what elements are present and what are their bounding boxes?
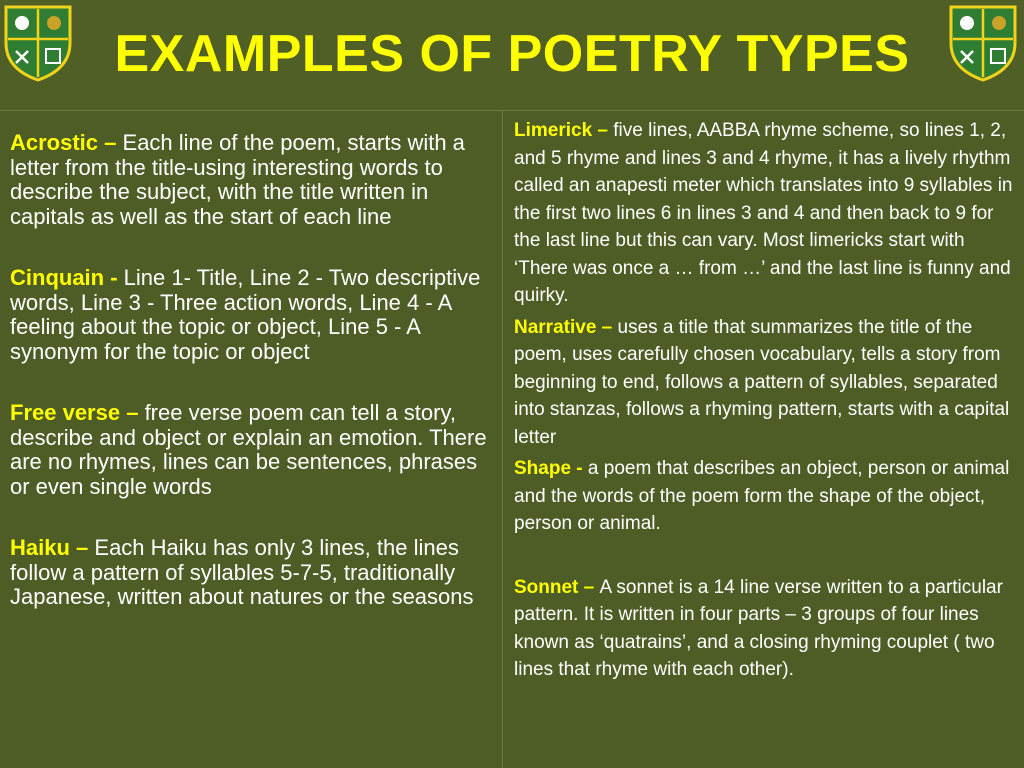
poetry-entry-free-verse bbox=[10, 401, 496, 499]
entry-text: Each line of the poem, starts with a letter from the title-using interesting words to describe the subject, with the title written in capitals as well as the start of each line bbox=[10, 130, 465, 229]
page-title: EXAMPLES OF POETRY TYPES bbox=[114, 25, 910, 83]
entry-text: Each Haiku has only 3 lines, the lines follow a pattern of syllables 5-7-5, traditionally Japanese, written about natures or the seasons bbox=[10, 535, 474, 609]
poetry-entry-acrostic bbox=[10, 131, 496, 229]
poetry-entry-shape bbox=[514, 455, 1018, 538]
column-divider bbox=[502, 111, 503, 768]
header-divider bbox=[0, 110, 1024, 111]
poetry-entry-haiku bbox=[10, 536, 496, 610]
entry-separator: - bbox=[104, 265, 124, 290]
entry-term: Limerick bbox=[514, 120, 593, 141]
right-column bbox=[514, 117, 1018, 688]
entry-term: Acrostic bbox=[10, 130, 99, 155]
left-column bbox=[10, 131, 496, 647]
entry-text: five lines, AABBA rhyme scheme, so lines 1, 2, and 5 rhyme and lines 3 and 4 rhyme, it has a lively rhythm called an anapesti meter which translates into 9 syllables in the first two lines 6 in lines 3 and 4 and then back to 9 for the last line but this can vary. Most limericks start with ‘There was once a … from …’ and the last line is funny and quirky. bbox=[514, 120, 1013, 306]
poetry-entry-limerick bbox=[514, 117, 1018, 310]
entry-separator: – bbox=[592, 120, 614, 141]
poetry-entry-narrative bbox=[514, 314, 1018, 452]
poetry-entry-sonnet bbox=[514, 574, 1018, 684]
entry-term: Narrative bbox=[514, 316, 597, 338]
entry-separator: – bbox=[120, 400, 145, 425]
entry-text: free verse poem can tell a story, describe and object or explain an emotion. There are no rhymes, lines can be sentences, phrases or even single words bbox=[10, 400, 487, 499]
entry-term: Sonnet bbox=[514, 576, 579, 598]
entry-term: Free verse bbox=[10, 400, 121, 425]
poetry-entry-cinquain bbox=[10, 266, 496, 364]
entry-text: Line 1- Title, Line 2 - Two descriptive words, Line 3 - Three action words, Line 4 - A feeling about the topic or object, Line 5 - A synonym for the topic or object bbox=[10, 265, 481, 364]
entry-term: Haiku bbox=[10, 535, 70, 560]
entry-separator: – bbox=[69, 535, 95, 560]
entry-separator: – bbox=[578, 576, 600, 598]
title-bar bbox=[0, 0, 1024, 110]
entry-term: Shape bbox=[514, 458, 572, 479]
entry-text: a poem that describes an object, person or animal and the words of the poem form the shape of the object, person or animal. bbox=[514, 458, 1010, 534]
entry-separator: - bbox=[571, 458, 588, 479]
entry-separator: – bbox=[98, 130, 123, 155]
entry-separator: – bbox=[596, 316, 618, 338]
entry-text: uses a title that summarizes the title of the poem, uses carefully chosen vocabulary, tells a story from beginning to end, follows a pattern of syllables, separated into stanzas, follows a rhyming pattern, starts with a capital letter bbox=[514, 316, 1010, 448]
school-crest-icon bbox=[2, 3, 74, 83]
entry-term: Cinquain bbox=[10, 265, 105, 290]
school-crest-icon bbox=[947, 3, 1019, 83]
entry-text: A sonnet is a 14 line verse written to a particular pattern. It is written in four parts – 3 groups of four lines known as ‘quatrains’, and a closing rhyming couplet ( two lines that rhyme with each other). bbox=[514, 576, 1003, 680]
